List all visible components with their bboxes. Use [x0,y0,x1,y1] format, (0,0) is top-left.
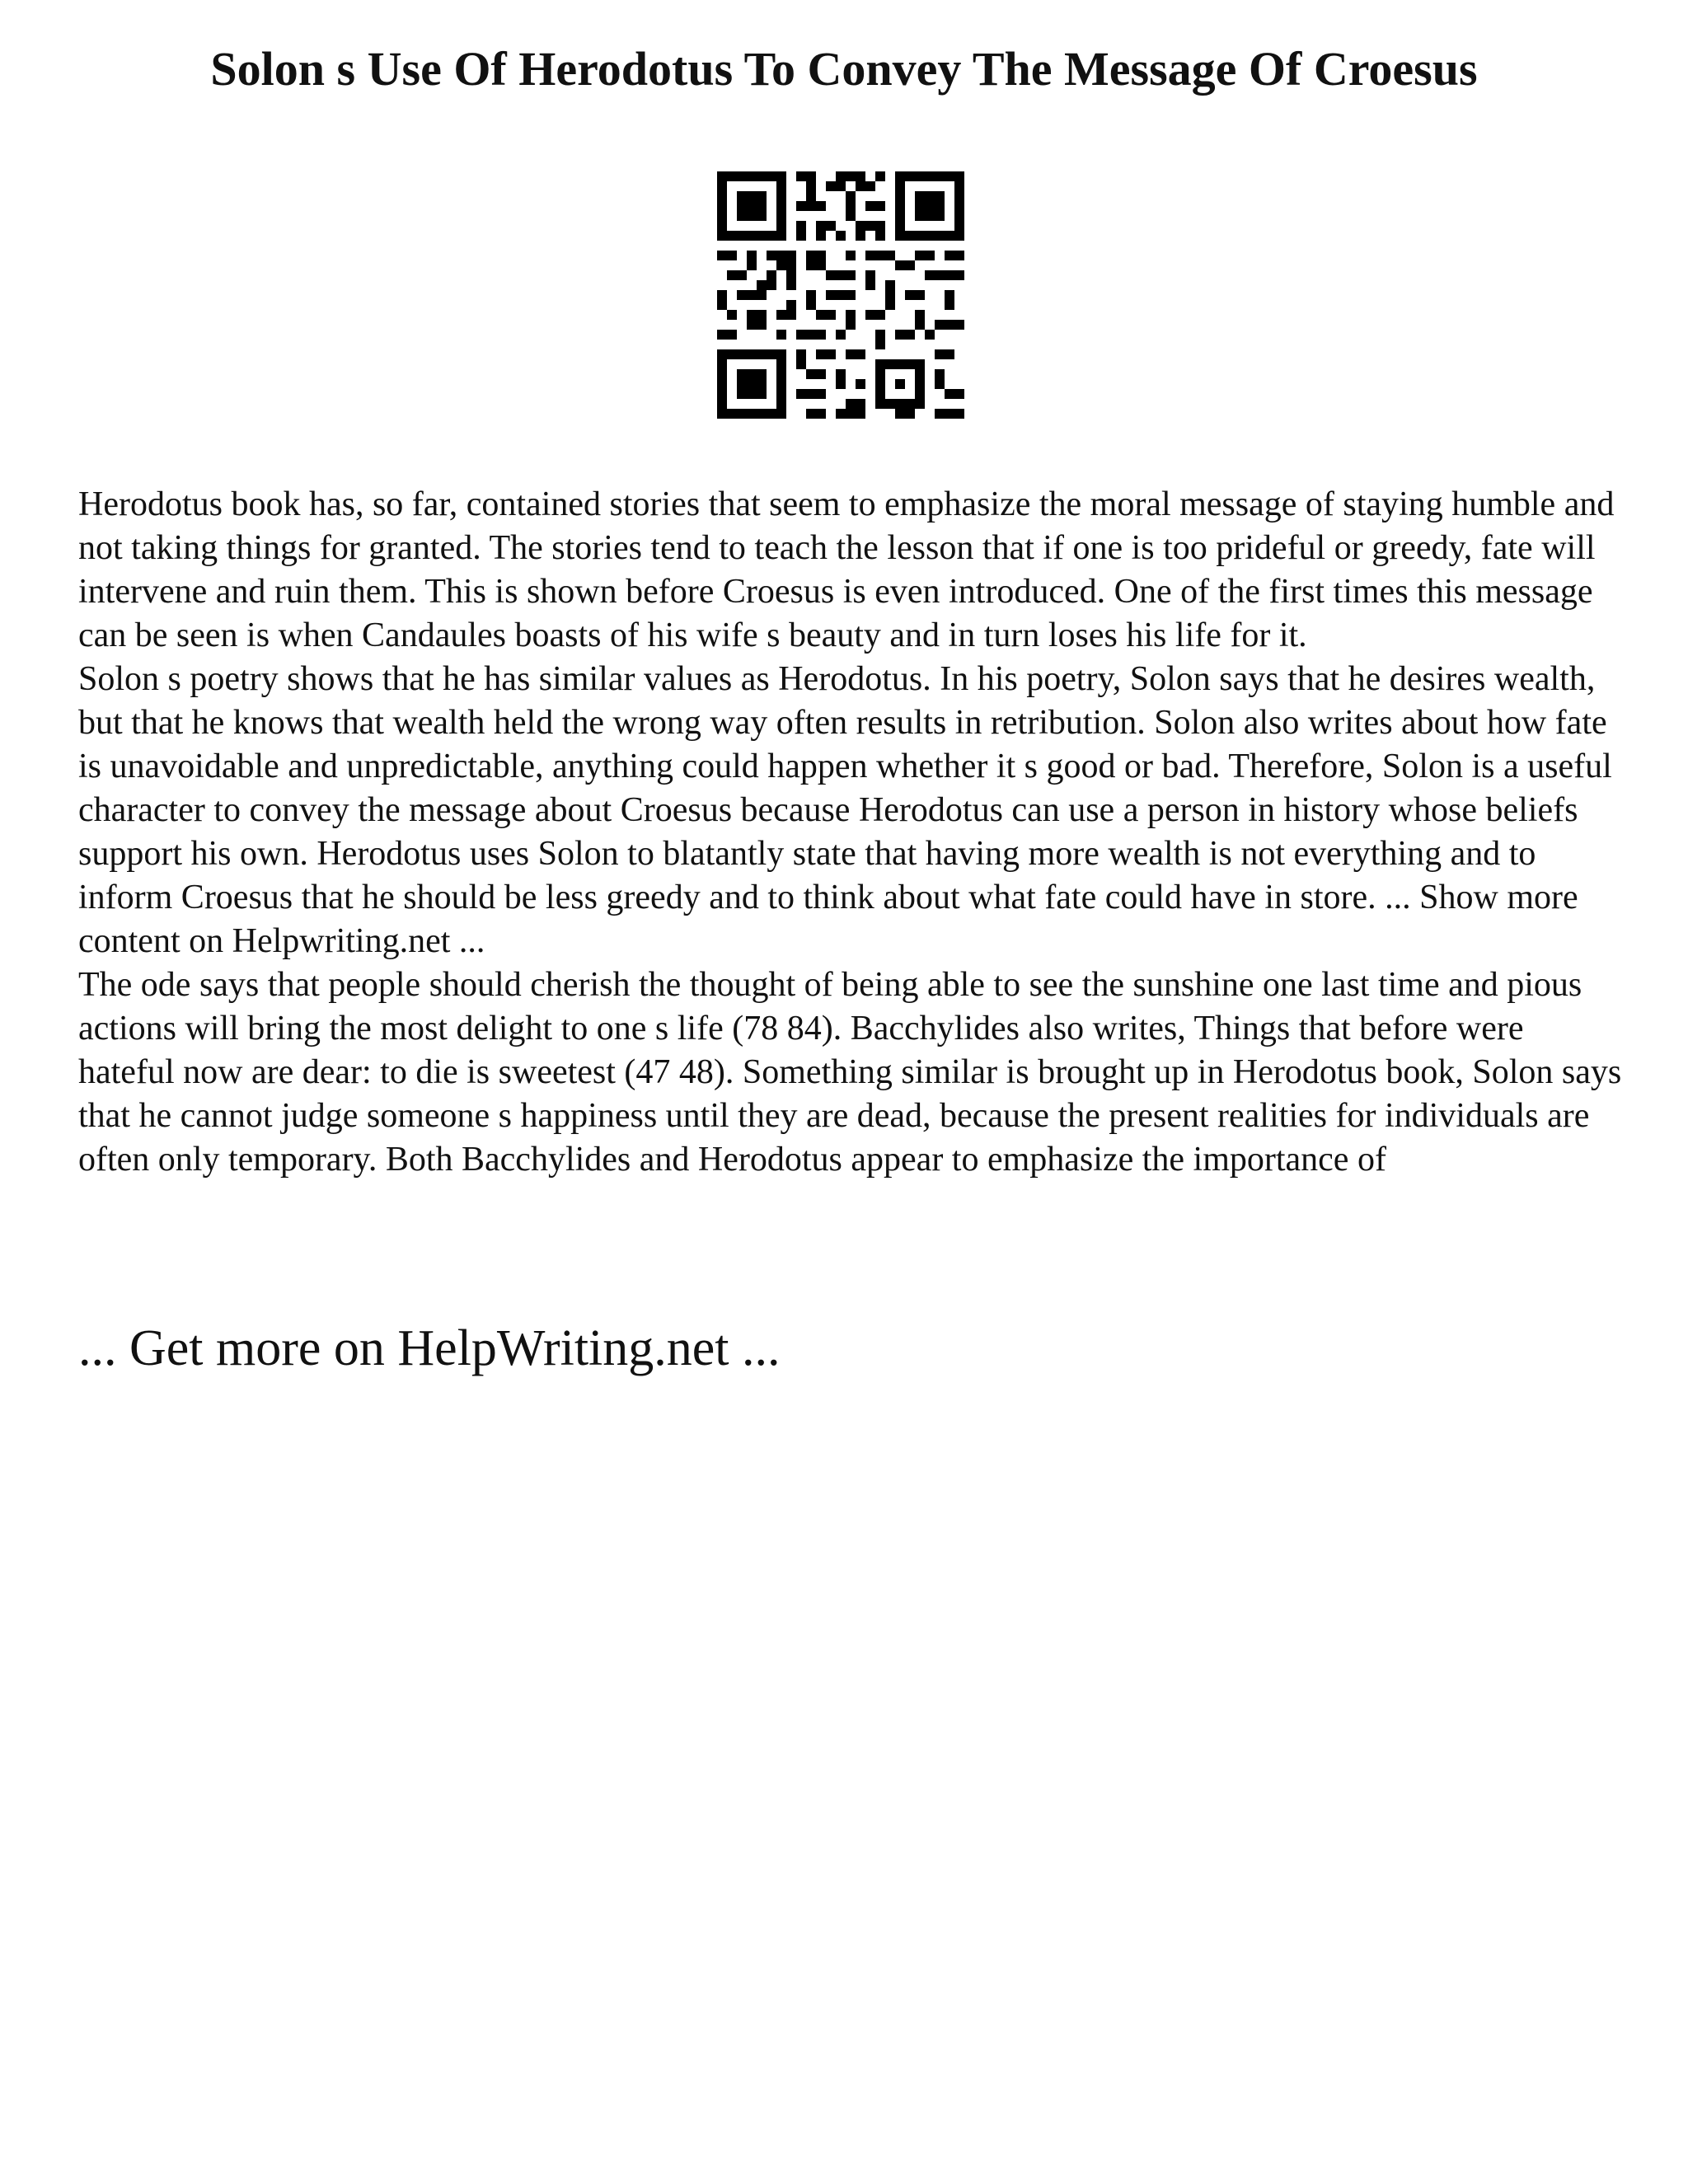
get-more-link-text[interactable]: ... Get more on HelpWriting.net ... [78,1320,781,1376]
page-title: Solon s Use Of Herodotus To Convey The Message Of Croesus [210,42,1478,96]
paragraph-1: Herodotus book has, so far, contained stories that seem to emphasize the moral message of staying humble and not taking things for granted. The stories tend to teach the lesson that if one is too prideful or greedy, fate will intervene and ruin them. This is shown before Croesus is even introduced. One of the first times this message can be seen is when Candaules boasts of his wife s beauty and in turn loses his life for it. [78,485,1615,654]
paragraph-2: Solon s poetry shows that he has similar values as Herodotus. In his poetry, Solon says that he desires wealth, but that he knows that wealth held the wrong way often results in retribution. Solon also writes about how fate is unavoidable and unpredictable, anything could happen whether it s good or bad. Therefore, Solon is a useful character to convey the message about Croesus because Herodotus can use a person in history whose beliefs support his own. Herodotus uses Solon to blatantly state that having more wealth is not everything and to inform Croesus that he should be less greedy and to think about what fate could have in store. ... Show more content on Helpwriting.net ... [78,660,1612,960]
article-body [78,483,1628,1182]
get-more-link[interactable] [78,1315,781,1381]
qr-code-icon[interactable] [717,171,964,419]
paragraph-3: The ode says that people should cherish the thought of being able to see the sunshine one last time and pious actions will bring the most delight to one s life (78 84). Bacchylides also writes, Things that before were hateful now are dear: to die is sweetest (47 48). Something similar is brought up in Herodotus book, Solon says that he cannot judge someone s happiness until they are dead, because the present realities for individuals are often only temporary. Both Bacchylides and Herodotus appear to emphasize the importance of [78,966,1622,1179]
qr-code-graphic [717,171,964,419]
